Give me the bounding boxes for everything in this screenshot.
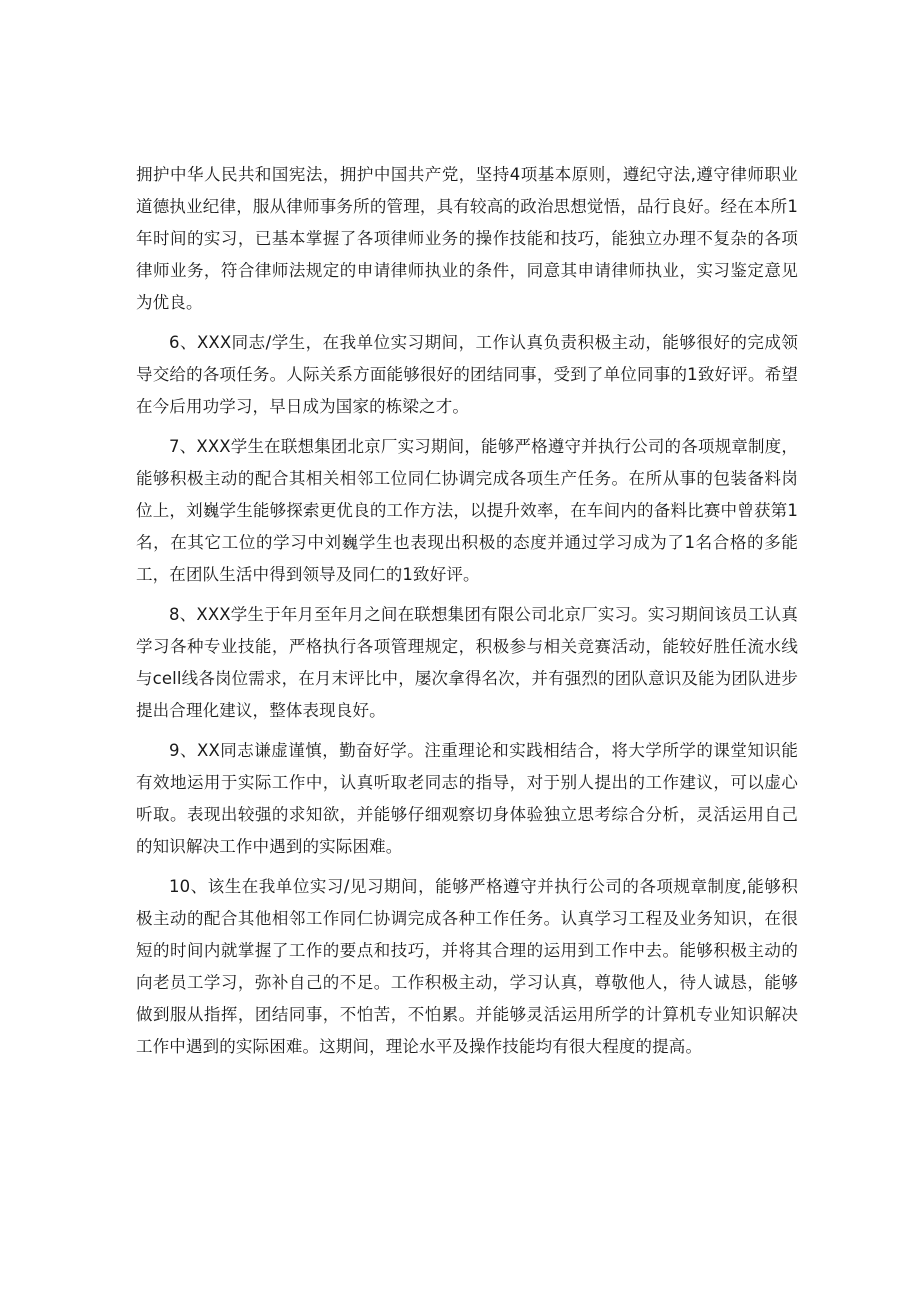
paragraph-item-9: 9、XX同志谦虚谨慎，勤奋好学。注重理论和实践相结合，将大学所学的课堂知识能有效地运用于实际工作中，认真听取老同志的指导，对于别人提出的工作建议，可以虚心听取。表现出较强的求知欲，并能够仔细观察切身体验独立思考综合分析，灵活运用自己的知识解决工作中遇到的实际困难。 [136, 741, 798, 856]
paragraph-item-8: 8、XXX学生于年月至年月之间在联想集团有限公司北京厂实习。实习期间该员工认真学习各种专业技能，严格执行各项管理规定，积极参与相关竞赛活动，能较好胜任流水线与cell线各岗位需求，在月末评比中，屡次拿得名次，并有强烈的团队意识及能为团队进步提出合理化建议，整体表现良好。 [136, 605, 798, 720]
paragraph-item-7: 7、XXX学生在联想集团北京厂实习期间，能够严格遵守并执行公司的各项规章制度，能够积极主动的配合其相关相邻工位同仁协调完成各项生产任务。在所从事的包装备料岗位上，刘巍学生能够探索更优良的工作方法，以提升效率，在车间内的备料比赛中曾获第1名，在其它工位的学习中刘巍学生也表现出积极的态度并通过学习成为了1名合格的多能工，在团队生活中得到领导及同仁的1致好评。 [136, 437, 798, 584]
paragraph-continuation: 拥护中华人民共和国宪法，拥护中国共产党，坚持4项基本原则，遵纪守法,遵守律师职业道德执业纪律，服从律师事务所的管理，具有较高的政治思想觉悟，品行良好。经在本所1年时间的实习，已基本掌握了各项律师业务的操作技能和技巧，能独立办理不复杂的各项律师业务，符合律师法规定的申请律师执业的条件，同意其申请律师执业，实习鉴定意见为优良。 [136, 165, 798, 312]
paragraph-item-10: 10、该生在我单位实习/见习期间，能够严格遵守并执行公司的各项规章制度,能够积极主动的配合其他相邻工作同仁协调完成各种工作任务。认真学习工程及业务知识，在很短的时间内就掌握了工作的要点和技巧，并将其合理的运用到工作中去。能够积极主动的向老员工学习，弥补自己的不足。工作积极主动，学习认真，尊敬他人，待人诚恳，能够做到服从指挥，团结同事，不怕苦，不怕累。并能够灵活运用所学的计算机专业知识解决工作中遇到的实际困难。这期间，理论水平及操作技能均有很大程度的提高。 [136, 877, 798, 1056]
paragraph-item-6: 6、XXX同志/学生，在我单位实习期间，工作认真负责积极主动，能够很好的完成领导交给的各项任务。人际关系方面能够很好的团结同事，受到了单位同事的1致好评。希望在今后用功学习，早日成为国家的栋梁之才。 [136, 333, 798, 416]
document-body [136, 159, 798, 1071]
